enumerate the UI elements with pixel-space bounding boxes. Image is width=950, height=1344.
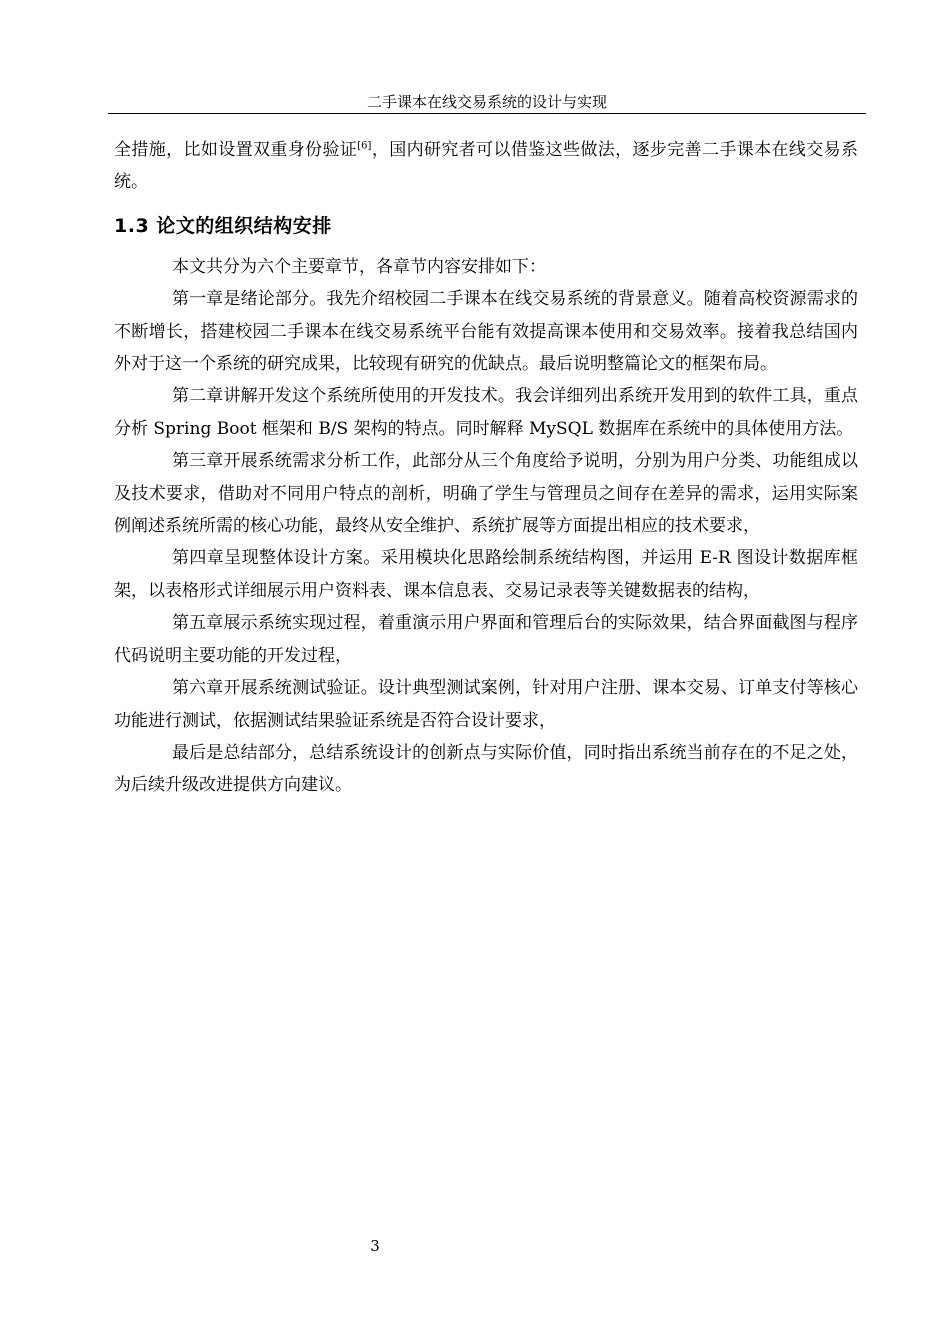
paragraph-chapter-6: 第六章开展系统测试验证。设计典型测试案例，针对用户注册、课本交易、订单支付等核心功能进行测试，依据测试结果验证系统是否符合设计要求， <box>114 678 858 731</box>
citation-ref: [6] <box>357 140 372 152</box>
paragraph-chapter-3: 第三章开展系统需求分析工作，此部分从三个角度给予说明，分别为用户分类、功能组成以及技术要求，借助对不同用户特点的剖析，明确了学生与管理员之间存在差异的需求，运用实际案例阐述系统所需的核心功能，最终从安全维护、系统扩展等方面提出相应的技术要求， <box>114 451 858 537</box>
continuation-paragraph <box>114 134 858 199</box>
paragraph-chapter-4: 第四章呈现整体设计方案。采用模块化思路绘制系统结构图，并运用 E-R 图设计数据库框架，以表格形式详细展示用户资料表、课本信息表、交易记录表等关键数据表的结构， <box>114 548 858 601</box>
body-text <box>114 134 858 802</box>
header-rule <box>108 113 866 114</box>
page-number: 3 <box>370 1237 380 1255</box>
paragraph-chapter-5: 第五章展示系统实现过程，着重演示用户界面和管理后台的实际效果，结合界面截图与程序代码说明主要功能的开发过程， <box>114 613 858 666</box>
section-heading: 1.3 论文的组织结构安排 <box>114 214 332 237</box>
paragraph-chapter-2: 第二章讲解开发这个系统所使用的开发技术。我会详细列出系统开发用到的软件工具，重点分析 Spring Boot 框架和 B/S 架构的特点。同时解释 MySQL 数据库在系统中的具体使用方法。 <box>114 386 858 439</box>
continuation-text: 全措施，比如设置双重身份验证 <box>114 140 358 160</box>
continuation-text-end: ，国内研究者可以借鉴这些做法，逐步完善二手课本在线交易系统。 <box>114 140 859 193</box>
paragraph-intro: 本文共分为六个主要章节，各章节内容安排如下： <box>172 256 546 277</box>
paragraph-chapter-1: 第一章是绪论部分。我先介绍校园二手课本在线交易系统的背景意义。随着高校资源需求的不断增长，搭建校园二手课本在线交易系统平台能有效提高课本使用和交易效率。接着我总结国内外对于这一个系统的研究成果，比较现有研究的优缺点。最后说明整篇论文的框架布局。 <box>114 289 858 375</box>
running-header: 二手课本在线交易系统的设计与实现 <box>366 93 607 111</box>
paragraph-conclusion: 最后是总结部分，总结系统设计的创新点与实际价值，同时指出系统当前存在的不足之处，为后续升级改进提供方向建议。 <box>114 742 858 796</box>
